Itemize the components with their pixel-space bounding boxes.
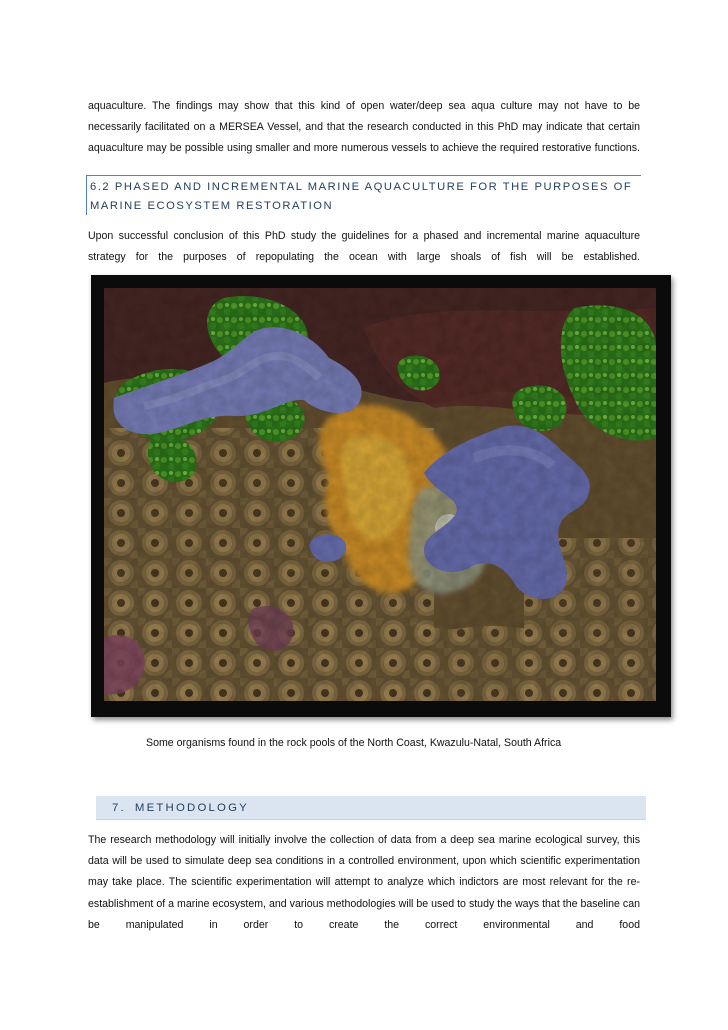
section-7-heading [96, 796, 646, 820]
section-7-number: 7. [112, 802, 126, 814]
section-7-title: METHODOLOGY [134, 802, 249, 814]
section-6-2-paragraph: Upon successful conclusion of this PhD study the guidelines for a phased and incremental marine aquaculture strategy for the purposes of repopulating the ocean with large shoals of fish will be established. [88, 230, 640, 264]
figure-caption: Some organisms found in the rock pools of the North Coast, Kwazulu-Natal, South Africa [146, 737, 562, 749]
rock-pool-photo-frame [91, 275, 671, 717]
intro-paragraph: aquaculture. The findings may show that this kind of open water/deep sea aqua culture may not have to be necessarily facilitated on a MERSEA Vessel, and that the research conducted in this PhD may indicate that certain aquaculture may be possible using smaller and more numerous vessels to achieve the required restorative functions. [88, 100, 640, 155]
section-6-2-heading: 6.2 PHASED AND INCREMENTAL MARINE AQUACULTURE FOR THE PURPOSES OF MARINE ECOSYSTEM RESTORATION [86, 175, 641, 215]
rock-pool-photo [104, 288, 656, 701]
methodology-paragraph: The research methodology will initially involve the collection of data from a deep sea marine ecological survey, this data will be used to simulate deep sea conditions in a controlled environment, upon which scientific experimentation may take place. The scientific experimentation will attempt to analyze which indictors are most relevant for the re-establishment of a marine ecosystem, and various methodologies will be used to study the ways that the baseline can be manipulated in order to create the correct environmental and food [88, 834, 640, 931]
